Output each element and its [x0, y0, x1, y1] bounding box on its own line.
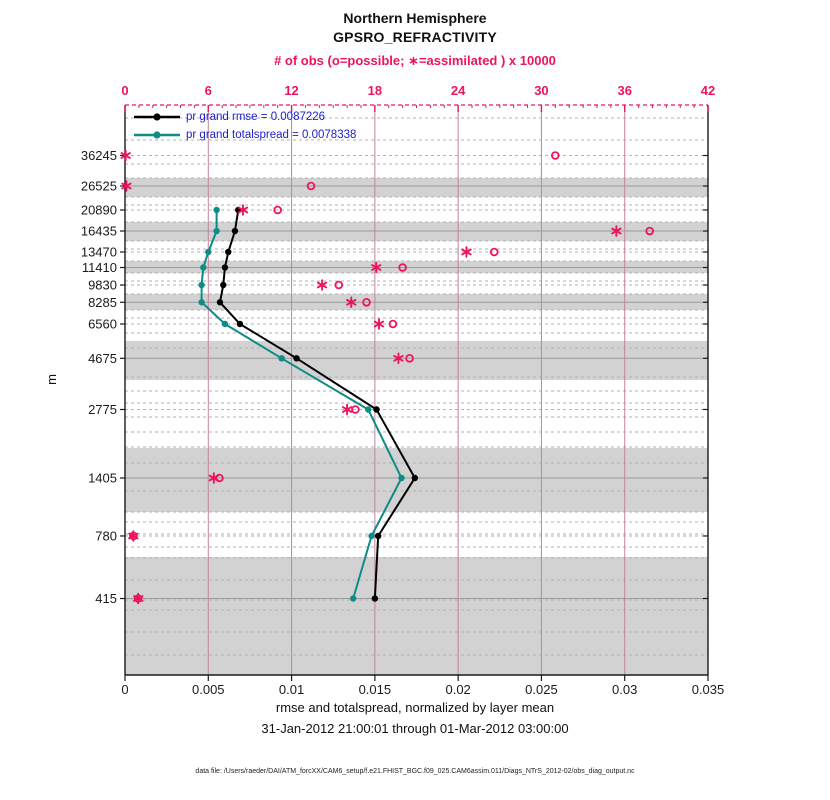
top-axis-tick-label: 12 [284, 83, 299, 98]
gray-layer-bands [125, 178, 708, 675]
top-axis-tick-label: 42 [700, 83, 716, 98]
y-axis-tick-label: 4675 [88, 350, 117, 366]
assimilated-obs-asterisk [343, 405, 351, 415]
top-axis-label: # of obs (o=possible; ∗=assimilated ) x 10000 [274, 53, 556, 68]
y-axis-tick-label: 1405 [88, 470, 117, 486]
y-axis-tick-label: 36245 [80, 148, 117, 164]
rmse-line-swatch [134, 111, 180, 123]
y-axis-tick-label: 780 [95, 528, 117, 544]
bottom-axis-tick-label: 0.005 [192, 682, 225, 697]
totalspread-legend-label: pr grand totalspread = 0.0078338 [186, 129, 357, 141]
y-axis-tick-label: 20890 [80, 202, 117, 218]
legend-row-totalspread [134, 126, 356, 144]
legend-row-rmse [134, 108, 356, 126]
y-axis-tick-label: 16435 [80, 223, 117, 239]
bottom-axis-tick-label: 0.03 [612, 682, 638, 697]
y-axis-tick-label: 2775 [88, 401, 117, 417]
top-axis-tick-label: 0 [121, 83, 129, 98]
figure-subtitle: GPSRO_REFRACTIVITY [333, 29, 497, 45]
y-axis-label: m [43, 374, 59, 385]
top-axis-tick-label: 30 [534, 83, 549, 98]
bottom-axis-tick-label: 0.015 [358, 682, 392, 697]
bottom-axis-tick-label: 0.035 [691, 682, 725, 697]
y-axis-tick-label: 8285 [88, 294, 117, 310]
y-axis-tick-label: 11410 [81, 260, 117, 276]
top-axis-tick-label: 24 [450, 83, 466, 98]
x-axis-label: rmse and totalspread, normalized by layer mean [275, 700, 555, 715]
rmse-legend-label: pr grand rmse = 0.0087226 [186, 111, 326, 123]
bottom-axis-tick-label: 0.01 [278, 682, 305, 697]
totalspread-line-swatch [134, 129, 180, 141]
top-axis-tick-label: 18 [367, 83, 383, 98]
date-range-label: 31-Jan-2012 21:00:01 through 01-Mar-2012 03:00:00 [261, 721, 569, 736]
figure-title: Northern Hemisphere [343, 10, 487, 26]
assimilated-obs-asterisk [375, 319, 383, 329]
top-axis-tick-label: 36 [617, 83, 632, 98]
top-axis-tick-label: 6 [204, 83, 212, 98]
data-file-path: data file: /Users/raeder/DAI/ATM_forcXX/CAM6_setup/f.e21.FHIST_BGC.f09_025.CAM6assim.011/Diags_NTrS_2012-02/obs_diag_output.nc [195, 768, 635, 775]
bottom-axis-tick-label: 0.025 [525, 682, 558, 697]
y-axis-tick-label: 26525 [80, 178, 117, 194]
bottom-axis-tick-label: 0 [121, 682, 129, 697]
y-axis-tick-label: 415 [95, 591, 117, 607]
y-axis-tick-label: 9830 [88, 277, 117, 293]
y-axis-tick-label: 6560 [88, 316, 117, 332]
bottom-axis-tick-label: 0.02 [445, 682, 471, 697]
y-axis-tick-label: 13470 [80, 244, 117, 260]
legend [134, 108, 356, 144]
